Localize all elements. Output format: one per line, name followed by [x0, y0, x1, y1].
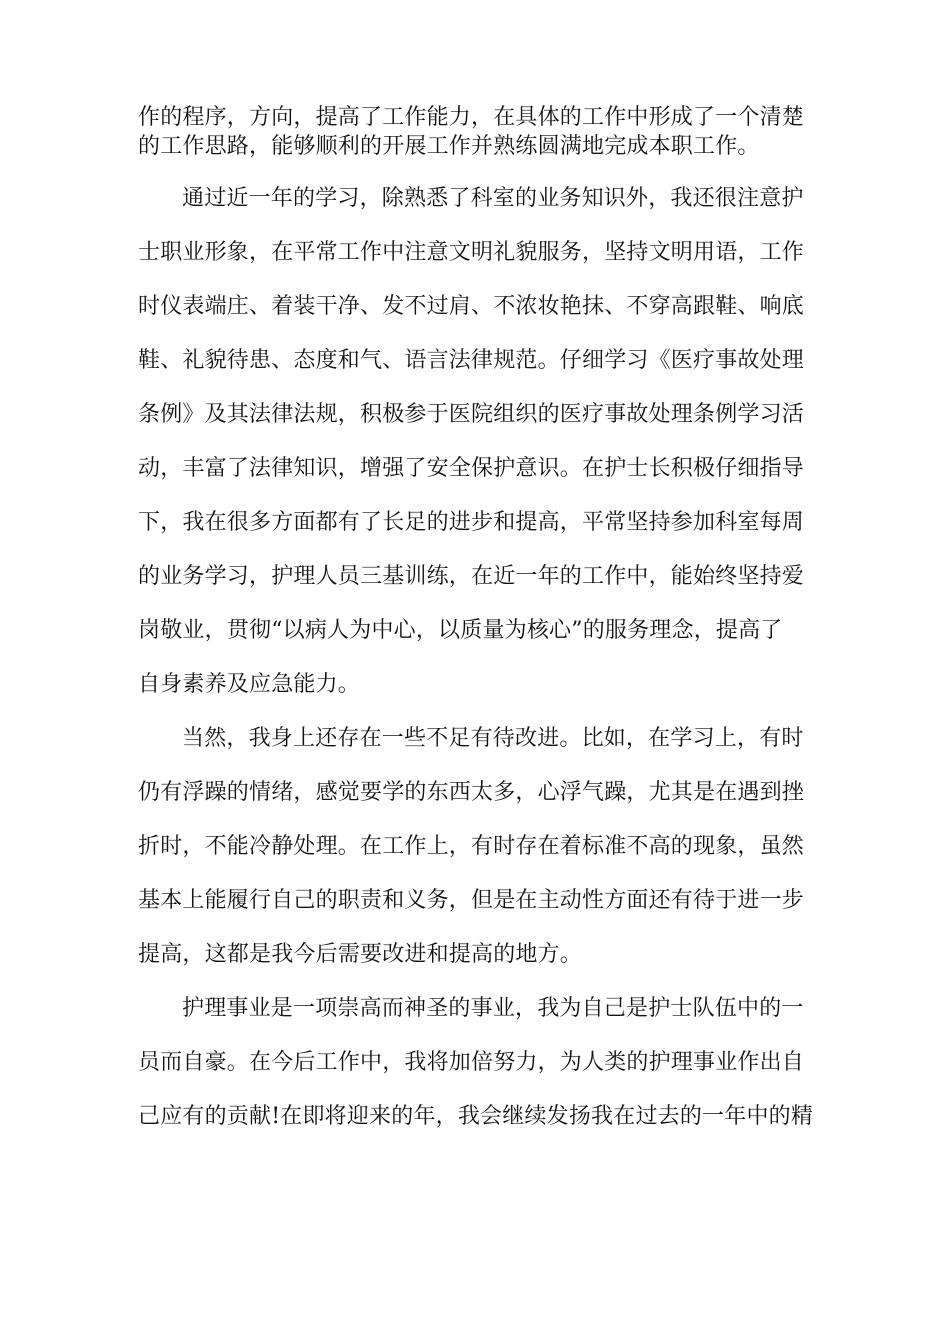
text-line: 鞋、礼貌待患、态度和气、语言法律规范。仔细学习《医疗事故处理 — [138, 348, 805, 373]
text-line: 士职业形象，在平常工作中注意文明礼貌服务，坚持文明用语，工作 — [138, 240, 805, 265]
paragraph-start-line: 通过近一年的学习，除熟悉了科室的业务知识外，我还很注意护 — [182, 186, 804, 211]
text-line: 时仪表端庄、着装干净、发不过肩、不浓妆艳抹、不穿高跟鞋、响底 — [138, 294, 805, 319]
text-line: 己应有的贡献!在即将迎来的年，我会继续发扬我在过去的一年中的精 — [138, 1104, 814, 1129]
paragraph-start-line: 当然，我身上还存在一些不足有待改进。比如，在学习上，有时 — [182, 726, 804, 751]
text-line: 折时，不能冷静处理。在工作上，有时存在着标准不高的现象，虽然 — [138, 834, 805, 859]
text-line: 的业务学习，护理人员三基训练，在近一年的工作中，能始终坚持爱 — [138, 564, 805, 589]
paragraph-start-line: 护理事业是一项崇高而神圣的事业，我为自己是护士队伍中的一 — [182, 996, 804, 1021]
text-line: 作的程序，方向，提高了工作能力，在具体的工作中形成了一个清楚 — [138, 105, 805, 130]
text-line: 岗敬业，贯彻“以病人为中心，以质量为核心”的服务理念，提高了 — [138, 618, 783, 643]
text-line: 条例》及其法律法规，积极参于医院组织的医疗事故处理条例学习活 — [138, 402, 805, 427]
text-line: 提高，这都是我今后需要改进和提高的地方。 — [138, 942, 583, 967]
text-line: 自身素养及应急能力。 — [138, 672, 361, 697]
text-line: 基本上能履行自己的职责和义务，但是在主动性方面还有待于进一步 — [138, 888, 805, 913]
text-line: 下，我在很多方面都有了长足的进步和提高，平常坚持参加科室每周 — [138, 510, 805, 535]
text-line: 动，丰富了法律知识，增强了安全保护意识。在护士长积极仔细指导 — [138, 456, 805, 481]
text-line: 员而自豪。在今后工作中，我将加倍努力，为人类的护理事业作出自 — [138, 1050, 805, 1075]
text-line: 的工作思路，能够顺利的开展工作并熟练圆满地完成本职工作。 — [138, 134, 760, 159]
text-line: 仍有浮躁的情绪，感觉要学的东西太多，心浮气躁，尤其是在遇到挫 — [138, 780, 805, 805]
